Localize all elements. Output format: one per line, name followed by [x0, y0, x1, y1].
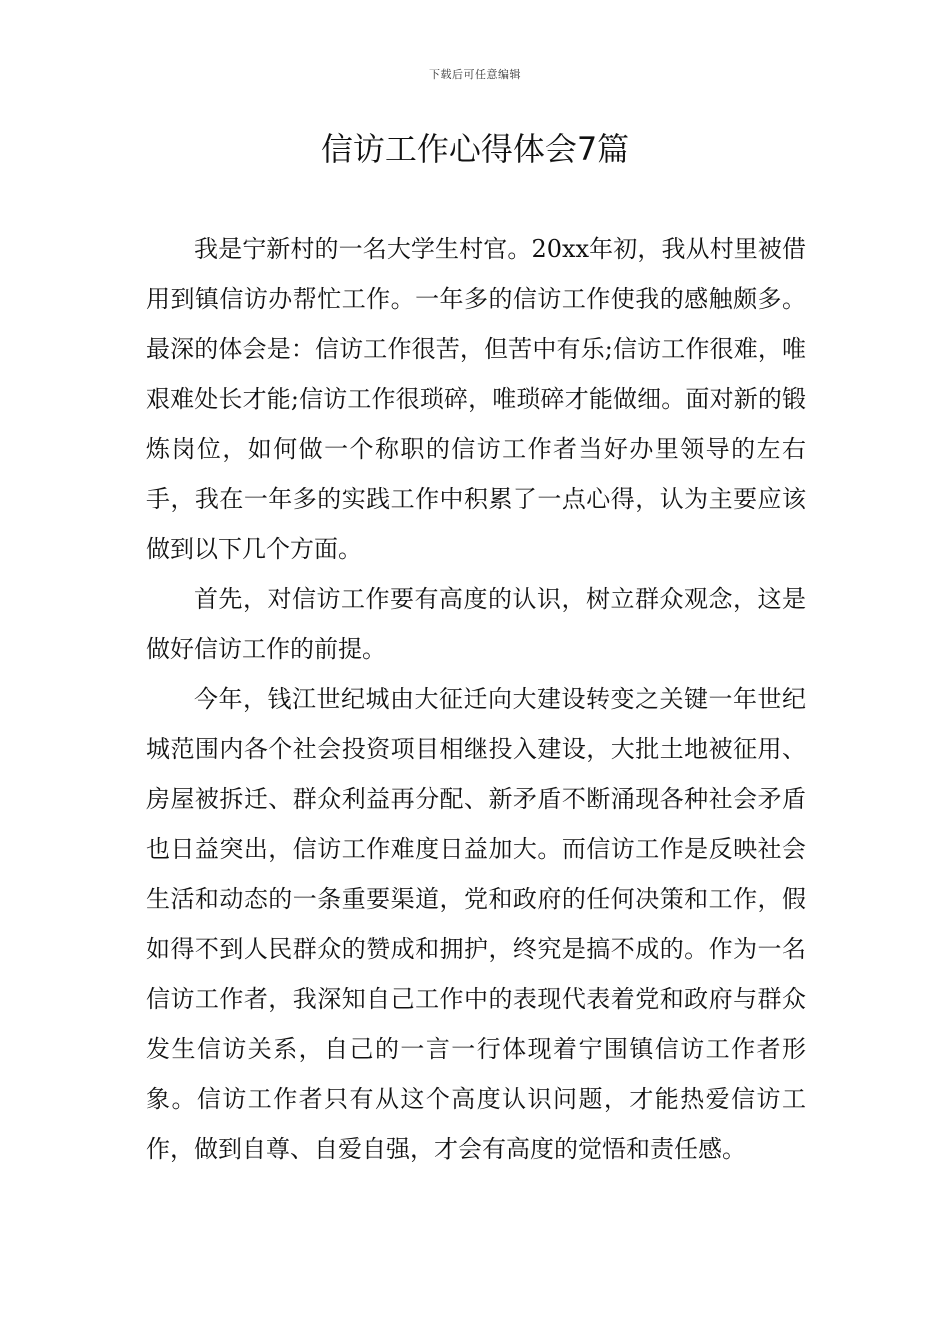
paragraph-context: 今年，钱江世纪城由大征迁向大建设转变之关键一年世纪城范围内各个社会投资项目相继投入建设，大批土地被征用、房屋被拆迁、群众利益再分配、新矛盾不断涌现各种社会矛盾也日益突出，信访工作难度日益加大。而信访工作是反映社会生活和动态的一条重要渠道，党和政府的任何决策和工作，假如得不到人民群众的赞成和拥护，终究是搞不成的。作为一名信访工作者，我深知自己工作中的表现代表着党和政府与群众发生信访关系，自己的一言一行体现着宁围镇信访工作者形象。信访工作者只有从这个高度认识问题，才能热爱信访工作，做到自尊、自爱自强，才会有高度的觉悟和责任感。	[146, 685, 806, 1163]
header-note: 下载后可任意编辑	[429, 68, 521, 81]
paragraph-intro: 我是宁新村的一名大学生村官。20xx年初，我从村里被借用到镇信访办帮忙工作。一年多的信访工作使我的感触颇多。最深的体会是：信访工作很苦，但苦中有乐;信访工作很难，唯艰难处长才能;信访工作很琐碎，唯琐碎才能做细。面对新的锻炼岗位，如何做一个称职的信访工作者当好办里领导的左右手，我在一年多的实践工作中积累了一点心得，认为主要应该做到以下几个方面。	[146, 235, 806, 563]
paragraph-first-point: 首先，对信访工作要有高度的认识，树立群众观念，这是做好信访工作的前提。	[146, 585, 806, 663]
document-body	[146, 224, 806, 1174]
document-title: 信访工作心得体会7篇	[320, 130, 630, 168]
